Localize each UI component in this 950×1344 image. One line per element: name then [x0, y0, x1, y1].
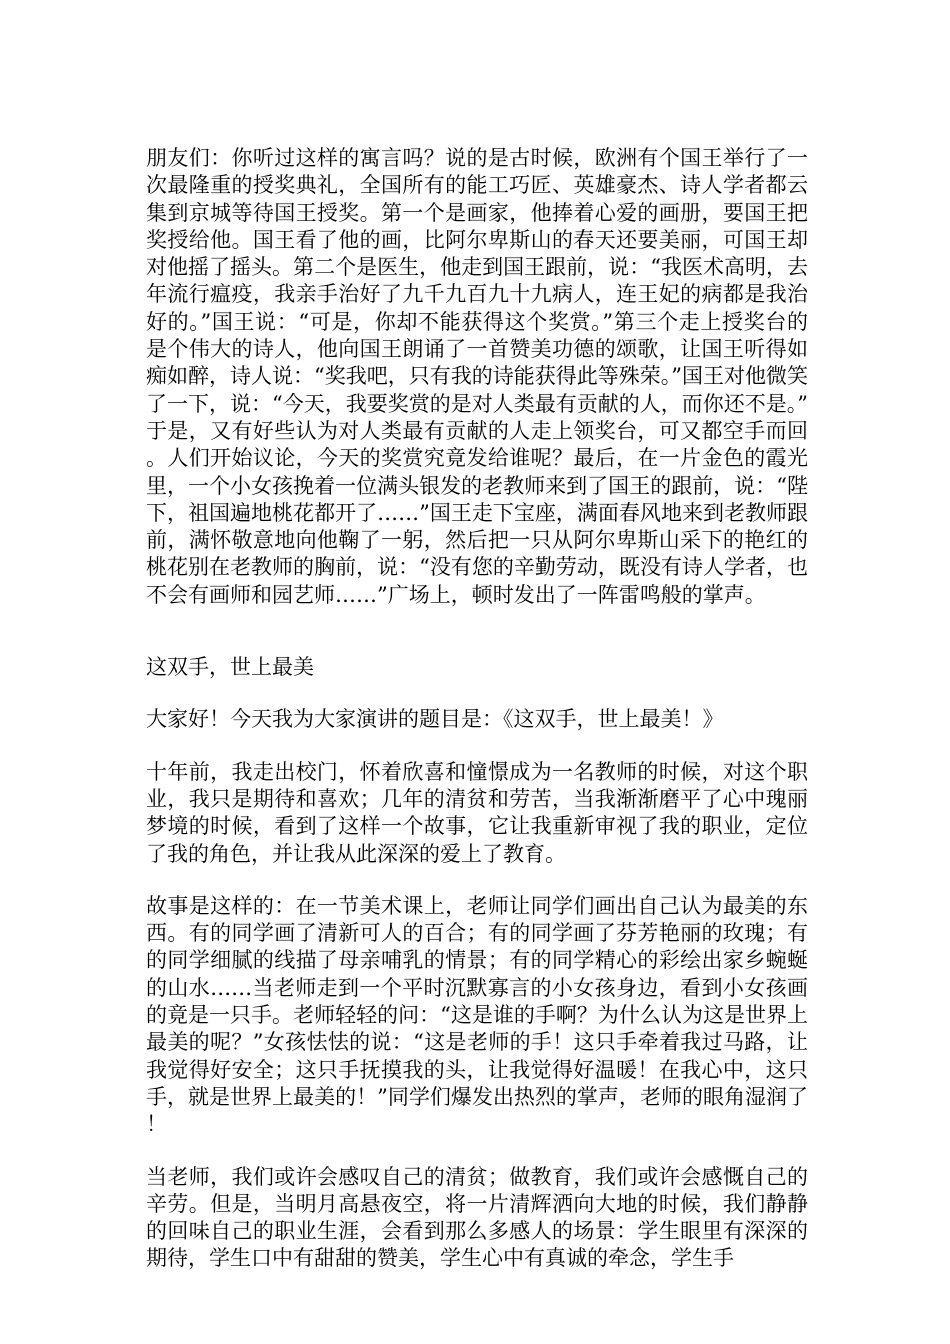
spacer: [146, 734, 808, 759]
spacer: [146, 681, 808, 706]
paragraph-ten-years-ago: 十年前，我走出校门，怀着欣喜和憧憬成为一名教师的时候，对这个职业，我只是期待和喜欢；几年的清贫和劳苦，当我渐渐磨平了心中瑰丽梦境的时候，看到了这样一个故事，它让我重新审视了我的职业，定位了我的角色，并让我从此深深的爱上了教育。: [146, 759, 808, 866]
speech-title: 这双手，世上最美: [146, 655, 314, 680]
paragraph-reflection: 当老师，我们或许会感叹自己的清贫；做教育，我们或许会感慨自己的辛劳。但是，当明月高悬夜空，将一片清辉洒向大地的时候，我们静静的回味自己的职业生涯，会看到那么多感人的场景：学生眼里有深深的期待，学生口中有甜甜的赞美，学生心中有真诚的牵念，学生手: [146, 1164, 808, 1271]
spacer: [146, 609, 808, 654]
spacer: [146, 1139, 808, 1164]
document-body: [146, 145, 808, 1273]
paragraph-greeting: 大家好！今天我为大家演讲的题目是：《这双手，世上最美！》: [146, 707, 724, 732]
spacer: [146, 868, 808, 893]
paragraph-story: 故事是这样的：在一节美术课上，老师让同学们画出自己认为最美的东西。有的同学画了清新可人的百合；有的同学画了芬芳艳丽的玫瑰；有的同学细腻的线描了母亲哺乳的情景；有的同学精心的彩绘出家乡蜿蜒的山水……当老师走到一个平时沉默寡言的小女孩身边，看到小女孩画的竟是一只手。老师轻轻的问：“这是谁的手啊？为什么认为这是世界上最美的呢？”女孩怯怯的说：“这是老师的手！这只手牵着我过马路，让我觉得好安全；这只手抚摸我的头，让我觉得好温暖！在我心中，这只手，就是世界上最美的！”同学们爆发出热烈的掌声，老师的眼角湿润了！: [146, 893, 808, 1137]
paragraph-fable: 朋友们：你听过这样的寓言吗？说的是古时候，欧洲有个国王举行了一次最隆重的授奖典礼，全国所有的能工巧匠、英雄豪杰、诗人学者都云集到京城等待国王授奖。第一个是画家，他捧着心爱的画册，要国王把奖授给他。国王看了他的画，比阿尔卑斯山的春天还要美丽，可国王却对他摇了摇头。第二个是医生，他走到国王跟前，说：“我医术高明，去年流行瘟疫，我亲手治好了九千九百九十九病人，连王妃的病都是我治好的。”国王说：“可是，你却不能获得这个奖赏。”第三个走上授奖台的是个伟大的诗人，他向国王朗诵了一首赞美功德的颂歌，让国王听得如痴如醉，诗人说：“奖我吧，只有我的诗能获得此等殊荣。”国王对他微笑了一下，说：“今天，我要奖赏的是对人类最有贡献的人，而你还不是。”于是，又有好些认为对人类最有贡献的人走上领奖台，可又都空手而回。人们开始议论，今天的奖赏究竟发给谁呢？最后，在一片金色的霞光里，一个小女孩挽着一位满头银发的老教师来到了国王的跟前，说：“陛下，祖国遍地桃花都开了……”国王走下宝座，满面春风地来到老教师跟前，满怀敬意地向他鞠了一躬，然后把一只从阿尔卑斯山采下的艳红的桃花别在老教师的胸前，说：“没有您的辛勤劳动，既没有诗人学者，也不会有画师和园艺师……”广场上，顿时发出了一阵雷鸣般的掌声。: [146, 146, 808, 607]
